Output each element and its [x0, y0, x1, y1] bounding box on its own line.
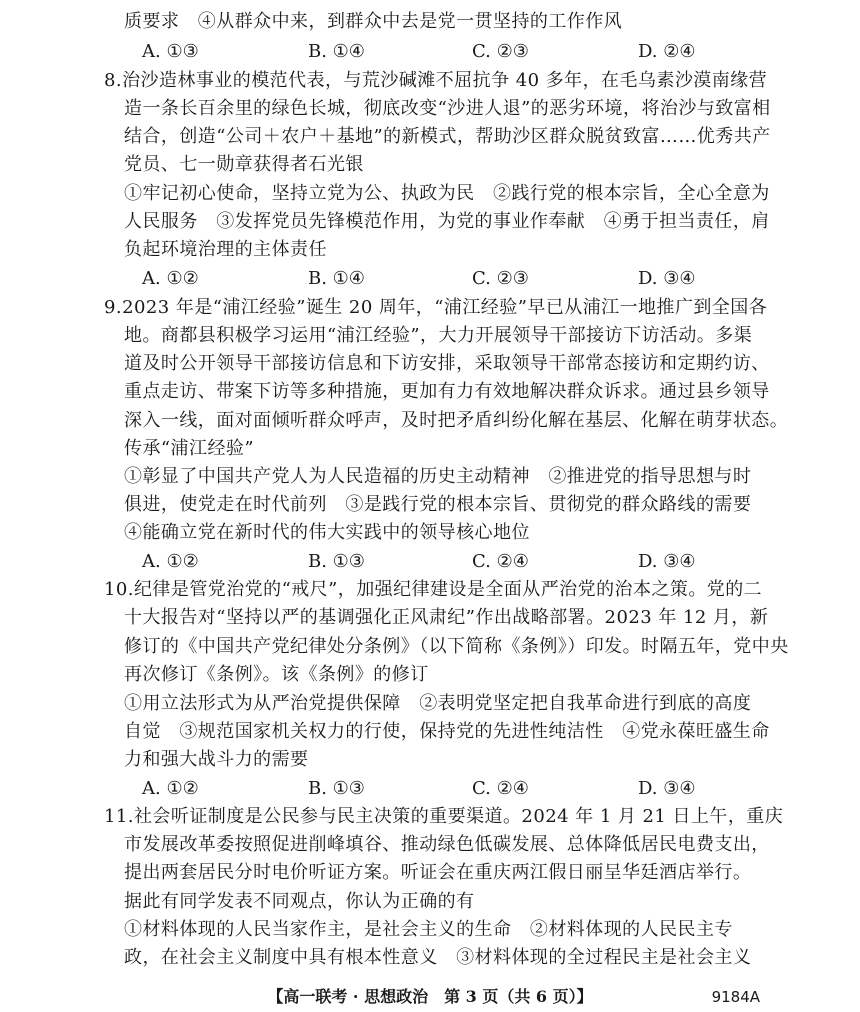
q8-choice-a: A. ①② — [142, 268, 199, 289]
q10-choice-d: D. ③④ — [638, 778, 696, 799]
q9-choice-c: C. ②④ — [472, 551, 529, 572]
q8-choices — [142, 267, 762, 291]
question-stem-line: 十大报告对“坚持以严的基调强化正风肃纪”作出战略部署。2023 年 12 月，新 — [124, 607, 769, 628]
question-number: 8. — [104, 70, 123, 91]
q9-choice-a: A. ①② — [142, 551, 199, 572]
question-9 — [104, 296, 768, 320]
q8-choice-c: C. ②③ — [472, 268, 529, 289]
question-stem-line: 道及时公开领导干部接访信息和下访安排，采取领导干部常态接访和定期约访、 — [124, 353, 770, 374]
question-number: 9. — [104, 297, 123, 318]
question-11 — [104, 805, 784, 829]
question-option-line: ①用立法形式为从严治党提供保障 ②表明党坚定把自我革命进行到底的高度 — [124, 693, 752, 714]
q8-choice-b: B. ①④ — [308, 268, 365, 289]
question-stem-line: 重点走访、带案下访等多种措施，更加有力有效地解决群众诉求。通过县乡领导 — [124, 381, 770, 402]
q7-choice-b: B. ①④ — [308, 41, 365, 62]
question-number: 11. — [104, 806, 134, 827]
question-stem-line: 修订的《中国共产党纪律处分条例》（以下简称《条例》）印发。时隔五年，党中央 — [124, 636, 789, 657]
q10-choice-a: A. ①② — [142, 778, 199, 799]
question-option-line: 人民服务 ③发挥党员先锋模范作用，为党的事业作奉献 ④勇于担当责任，肩 — [124, 211, 770, 232]
q9-choice-b: B. ①③ — [308, 551, 365, 572]
q8-choice-d: D. ③④ — [638, 268, 696, 289]
question-option-line: 力和强大战斗力的需要 — [124, 749, 309, 770]
question-stem-line: 纪律是管党治党的“戒尺”，加强纪律建设是全面从严治党的治本之策。党的二 — [133, 579, 763, 600]
question-stem-line: 提出两套居民分时电价听证方案。听证会在重庆两江假日丽呈华廷酒店举行。 — [124, 862, 752, 883]
q10-choice-c: C. ②④ — [472, 778, 529, 799]
footer-page-info: 【高一联考 · 思想政治 第 3 页（共 6 页）】 — [267, 987, 593, 1006]
question-option-line: ①牢记初心使命，坚持立党为公、执政为民 ②践行党的根本宗旨，全心全意为 — [124, 183, 770, 204]
question-stem-line: 2023 年是“浦江经验”诞生 20 周年，“浦江经验”早已从浦江一地推广到全国各 — [122, 297, 768, 318]
question-option-line: ④能确立党在新时代的伟大实践中的领导核心地位 — [124, 522, 530, 543]
q10-choice-b: B. ①③ — [308, 778, 365, 799]
question-option-line: ①材料体现的人民当家作主，是社会主义的生命 ②材料体现的人民民主专 — [124, 919, 733, 940]
question-stem-line: 据此有同学发表不同观点，你认为正确的有 — [124, 891, 475, 912]
q7-choice-c: C. ②③ — [472, 41, 529, 62]
question-option-line: ①彰显了中国共产党人为人民造福的历史主动精神 ②推进党的指导思想与时 — [124, 466, 752, 487]
question-stem-line: 市发展改革委按照促进削峰填谷、推动绿色低碳发展、总体降低居民电费支出， — [124, 834, 770, 855]
q7-choice-a: A. ①③ — [142, 41, 199, 62]
question-stem-line: 传承“浦江经验” — [124, 438, 255, 459]
question-option-line: 俱进，使党走在时代前列 ③是践行党的根本宗旨、贯彻党的群众路线的需要 — [124, 494, 752, 515]
q7-choice-d: D. ②④ — [638, 41, 696, 62]
question-stem-line: 造一条长百余里的绿色长城，彻底改变“沙进人退”的恶劣环境，将治沙与致富相 — [124, 98, 771, 119]
page-footer — [0, 985, 860, 1009]
question-stem-line: 党员、七一勋章获得者石光银 — [124, 154, 364, 175]
question-stem-line: 治沙造林事业的模范代表，与荒沙碱滩不屈抗争 40 多年，在毛乌素沙漠南缘营 — [122, 70, 768, 91]
question-stem-line: 结合，创造“公司＋农户＋基地”的新模式，帮助沙区群众脱贫致富……优秀共产 — [124, 126, 771, 147]
question-option-line: 自觉 ③规范国家机关权力的行使，保持党的先进性纯洁性 ④党永葆旺盛生命 — [124, 721, 770, 742]
question-stem-line: 地。商都县积极学习运用“浦江经验”，大力开展领导干部接访下访活动。多渠 — [124, 325, 753, 346]
footer-exam-code: 9184A — [711, 988, 760, 1006]
q9-choices — [142, 550, 762, 574]
question-stem-line: 社会听证制度是公民参与民主决策的重要渠道。2024 年 1 月 21 日上午，重庆 — [133, 806, 784, 827]
q10-choices — [142, 777, 762, 801]
question-option-line: 政，在社会主义制度中具有根本性意义 ③材料体现的全过程民主是社会主义 — [124, 947, 752, 968]
question-8 — [104, 69, 768, 93]
question-10 — [104, 578, 764, 602]
q7-choices — [142, 40, 762, 64]
question-stem-line: 再次修订《条例》。该《条例》的修订 — [124, 664, 429, 685]
q7-option-line: 质要求 ④从群众中来，到群众中去是党一贯坚持的工作作风 — [124, 11, 623, 32]
question-option-line: 负起环境治理的主体责任 — [124, 239, 327, 260]
question-number: 10. — [104, 579, 134, 600]
q9-choice-d: D. ③④ — [638, 551, 696, 572]
question-stem-line: 深入一线，面对面倾听群众呼声，及时把矛盾纠纷化解在基层、化解在萌芽状态。 — [124, 410, 789, 431]
